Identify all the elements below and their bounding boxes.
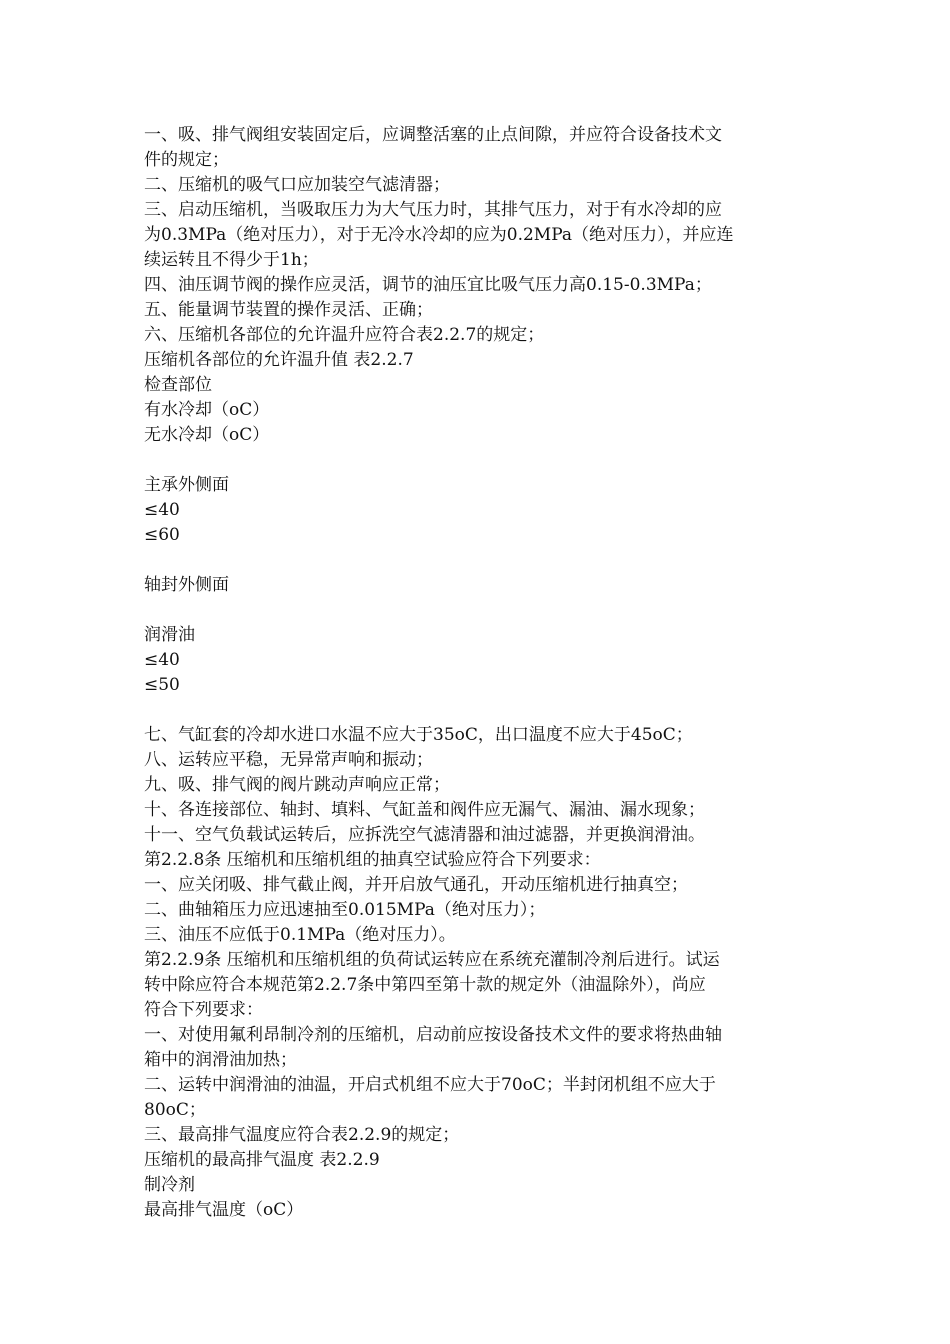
text-line: 三、最高排气温度应符合表2.2.9的规定；: [144, 1125, 460, 1145]
blank-line: [144, 548, 816, 573]
text-line: 三、启动压缩机，当吸取压力为大气压力时，其排气压力，对于有水冷却的应: [144, 200, 722, 220]
table-header-cell: 有水冷却（oC）: [144, 400, 270, 420]
text-line: 续运转且不得少于1h；: [144, 250, 319, 270]
text-line: 二、压缩机的吸气口应加装空气滤清器；: [144, 175, 450, 195]
table-caption: 压缩机的最高排气温度 表2.2.9: [144, 1150, 380, 1170]
text-line: 80oC；: [144, 1100, 206, 1120]
text-line: 六、压缩机各部位的允许温升应符合表2.2.7的规定；: [144, 325, 545, 345]
text-line: 十一、空气负载试运转后，应拆洗空气滤清器和油过滤器，并更换润滑油。: [144, 825, 705, 845]
text-line: 二、运转中润滑油的油温，开启式机组不应大于70oC；半封闭机组不应大于: [144, 1075, 716, 1095]
text-line: 二、曲轴箱压力应迅速抽至0.015MPa（绝对压力）；: [144, 900, 546, 920]
blank-line: [144, 448, 816, 473]
text-line: 八、运转应平稳，无异常声响和振动；: [144, 750, 433, 770]
text-line: 转中除应符合本规范第2.2.7条中第四至第十款的规定外（油温除外），尚应: [144, 975, 706, 995]
text-line: 符合下列要求：: [144, 1000, 263, 1020]
text-line: 件的规定；: [144, 150, 229, 170]
text-line: 七、气缸套的冷却水进口水温不应大于35oC，出口温度不应大于45oC；: [144, 725, 693, 745]
blank-line: [144, 598, 816, 623]
section-heading: 第2.2.9条 压缩机和压缩机组的负荷试运转应在系统充灌制冷剂后进行。试运: [144, 950, 720, 970]
text-line: 三、油压不应低于0.1MPa（绝对压力）。: [144, 925, 456, 945]
text-line: 十、各连接部位、轴封、填料、气缸盖和阀件应无漏气、漏油、漏水现象；: [144, 800, 705, 820]
section-heading: 第2.2.8条 压缩机和压缩机组的抽真空试验应符合下列要求：: [144, 850, 601, 870]
table-header-cell: 最高排气温度（oC）: [144, 1200, 304, 1220]
text-line: 四、油压调节阀的操作应灵活，调节的油压宜比吸气压力高0.15-0.3MPa；: [144, 275, 712, 295]
text-line: 一、应关闭吸、排气截止阀，并开启放气通孔，开动压缩机进行抽真空；: [144, 875, 688, 895]
text-line: 一、对使用氟利昂制冷剂的压缩机，启动前应按设备技术文件的要求将热曲轴: [144, 1025, 722, 1045]
table-header-cell: 检查部位: [144, 375, 212, 395]
text-line: 箱中的润滑油加热；: [144, 1050, 297, 1070]
table-cell: ≤40: [144, 650, 180, 670]
table-cell: 主承外侧面: [144, 475, 229, 495]
table-cell: 轴封外侧面: [144, 575, 229, 595]
table-header-cell: 制冷剂: [144, 1175, 195, 1195]
document-body: [144, 123, 816, 1223]
table-cell: 润滑油: [144, 625, 195, 645]
text-line: 五、能量调节装置的操作灵活、正确；: [144, 300, 433, 320]
text-line: 九、吸、排气阀的阀片跳动声响应正常；: [144, 775, 450, 795]
table-cell: ≤60: [144, 525, 180, 545]
blank-line: [144, 698, 816, 723]
table-cell: ≤50: [144, 675, 180, 695]
table-cell: ≤40: [144, 500, 180, 520]
table-caption: 压缩机各部位的允许温升值 表2.2.7: [144, 350, 414, 370]
text-line: 一、吸、排气阀组安装固定后，应调整活塞的止点间隙，并应符合设备技术文: [144, 125, 722, 145]
text-line: 为0.3MPa（绝对压力），对于无冷水冷却的应为0.2MPa（绝对压力），并应连: [144, 225, 734, 245]
table-header-cell: 无水冷却（oC）: [144, 425, 270, 445]
